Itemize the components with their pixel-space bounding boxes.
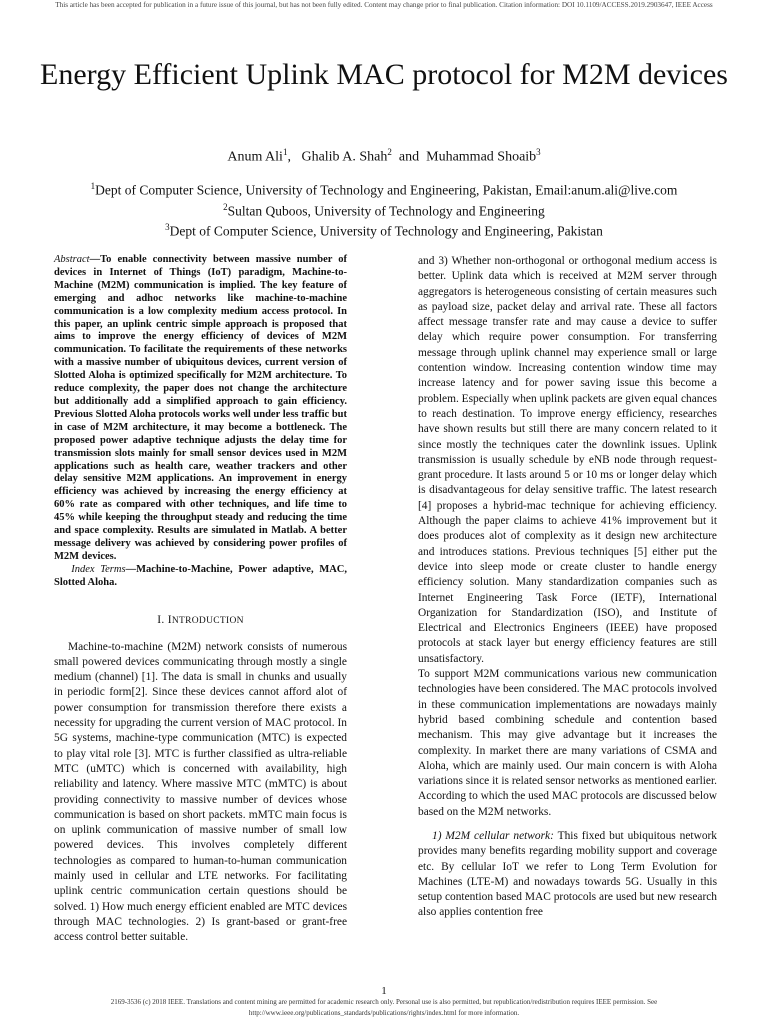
footer-line: http://www.ieee.org/publications_standards/publications/rights/index.html for more information. [248, 1009, 520, 1017]
author-conjunction: and [398, 149, 420, 165]
footer-line: 2169-3536 (c) 2018 IEEE. Translations and content mining are permitted for academic research only. Personal use is also permitted, but republication/redistribution requires IEEE permission. See [110, 998, 658, 1006]
index-terms-label: Index Terms [71, 563, 126, 575]
body-paragraph: Machine-to-machine (M2M) network consists of numerous small powered devices communicating through mostly a single medium (channel) [1]. The data is small in chunks and usually in periodic form[2]. Since these devices cannot afford alot of power consumption for transmission therefore there exists a necessity for upgrading the current version of MAC protocol. In 5G systems, machine-type communication (MTC) is expected to play vital role [3]. MTC is further classified as ultra-reliable MTC (uMTC) which is concerned with availability, high reliability and latency. Where massive MTC (mMTC) is about providing connectivity to massive number of devices whose communication is based on short packets. mMTC main focus is on uplink communication of massive number of small low powered devices. This involves completely different technologies as compared to human-to-human communication mainly used in cellular and LTE networks. For facilitating uplink centric communication certain questions should be solved. 1) How much energy efficient enabled are MTC devices through MAC technologies. 2) Is grant-based or grant-free access control better suitable. [54, 640, 347, 944]
affiliation [0, 219, 768, 240]
subsection-label: 1) M2M cellular network: [432, 829, 554, 842]
affiliation-list [0, 178, 768, 240]
right-column [418, 254, 717, 921]
author-list: Anum Ali$^1$, Ghalib A. Shah$^2$ and Muhammad Shoaib$^3$ [227, 147, 541, 165]
affil-mark: 1 [90, 181, 96, 191]
subsection-paragraph [418, 829, 717, 921]
author-affil-mark: 1 [282, 147, 288, 157]
abstract [54, 254, 347, 564]
copyright-footer [20, 997, 748, 1019]
author-affil-mark: 3 [536, 147, 541, 157]
body-paragraph: and 3) Whether non-orthogonal or orthogonal medium access is better. Uplink data which is received at M2M server through aggregators is heterogeneous consisting of certain measures such as payload size, packet delay and arrival rate. These all factors affect message transfer rate and may cause a device to suffer delay which require power consumption. For transferring message through uplink channel may experience small or large contention window. Increasing contention window time may increase latency and for power saving issue this become a problem. Especially when uplink packets are given equal chances to reach destination. To improve energy efficiency, researches have shown results but still there are many concern related to it since mostly the techniques cater the downlink issues. Uplink transmission is usually schedule by eNB node through request-grant procedure. It lasts around 5 or 10 ms or longer delay which is disadvantageous for delay sensitive traffic. The latest research [4] proposes a hybrid-mac technique for achieving efficiency. Although the paper claims to achieve 41% improvement but it does produces alot of complexity as it design new architecture and introduces stations. Previous techniques [5] either put the device into sleep mode or create cluster to handle energy efficiency solution. Many standardization companies such as Internet Engineering Task Force (IETF), International Organization for Standardization (ISO), and Institute of Electrical and Electronics Engineers (IEEE) have proposed protocols at stack layer but energy efficiency features are still unsatisfactory. [418, 255, 717, 665]
affil-text: Dept of Computer Science, University of Technology and Engineering, Pakistan [169, 223, 603, 239]
affil-text: Sultan Quboos, University of Technology and Engineering [227, 203, 545, 218]
subsection-text: This fixed but ubiquitous network provides many benefits regarding mobility support and coverage etc. By cellular IoT we refer to Long Term Evolution for Machines (LTE-M) and nowadays towards 5G. Usually in this setup contention based MAC protocols are used but new research also applies contention free [418, 829, 717, 919]
author-name: Ghalib A. Shah [301, 149, 388, 165]
body-paragraph: To support M2M communications various new communication technologies have been considered. The MAC protocols involved in these communication implementations are nowadays mainly hybrid based combining schedule and contention based mechanism. This may give advantage but it increases the complexity. In market there are many variations of CSMA and Aloha, which are mainly used. Our main concern is with Aloha variations since it is related sensor networks as mentioned earlier. According to which the used MAC protocols are discussed below based on the M2M networks. [418, 668, 717, 818]
paper-title: Energy Efficient Uplink MAC protocol for M2M devices [40, 58, 728, 91]
section-title-rest: NTRODUCTION [171, 615, 244, 626]
affil-mark: 3 [165, 222, 170, 232]
affiliation [0, 178, 768, 199]
index-terms-text: —Machine-to-Machine, Power adaptive, MAC, Slotted Aloha. [54, 563, 348, 588]
abstract-text: —To enable connectivity between massive number of devices in Internet of Things (IoT) paradigm, Machine-to-Machine (M2M) communication is implied. The key feature of emerging and adhoc networks like machine-to-machine communication is a low complexity medium access protocol. In this paper, an uplink centric simple approach is proposed that aims to improve the energy efficiency of devices of M2M communication. To facilitate the requirements of these networks with a massive number of ubiquitous devices, current version of Slotted Aloha is optimized specifically for M2M architecture. To reduce complexity, the paper does not change the architecture but additionally add a simplified approach to gain efficiency. Previous Slotted Aloha protocols works well under less traffic but in case of M2M architecture, it may become a bottleneck. The proposed power adaptive technique adjusts the delay time for transmission slots mainly for small sensor devices used in M2M applications such as health care, weather trackers and other delay sensitive M2M applications. An improvement in energy efficiency was achieved by increasing the energy efficiency at 60% rate as compared with other techniques, and life time to 45% while keeping the throughput steady and reducing the time and space complexity. Results are simulated in Matlab. A better message delivery was achieved by considering power profiles of M2M devices. [54, 254, 347, 562]
section-title-initial: I [167, 613, 172, 626]
left-column [54, 254, 347, 946]
affiliation [0, 199, 768, 220]
journal-banner: This article has been accepted for publication in a future issue of this journal, but has not been fully edited. Content may change prior to final publication. Citation information: DOI 10.1109/ACCESS.2019.2903647, IEEE Access [55, 1, 713, 9]
index-terms [54, 564, 347, 590]
author-name: Muhammad Shoaib [426, 149, 537, 165]
affil-text: Dept of Computer Science, University of Technology and Engineering, Pakistan, Email:anum.ali@live.com [95, 182, 678, 198]
author-affil-mark: 2 [387, 147, 392, 157]
author-name: Anum Ali [227, 149, 283, 165]
abstract-label: Abstract [54, 254, 90, 265]
section-number: I. [157, 613, 165, 626]
section-heading [54, 614, 347, 626]
page-number: 1 [381, 985, 387, 997]
affil-mark: 2 [223, 201, 228, 212]
